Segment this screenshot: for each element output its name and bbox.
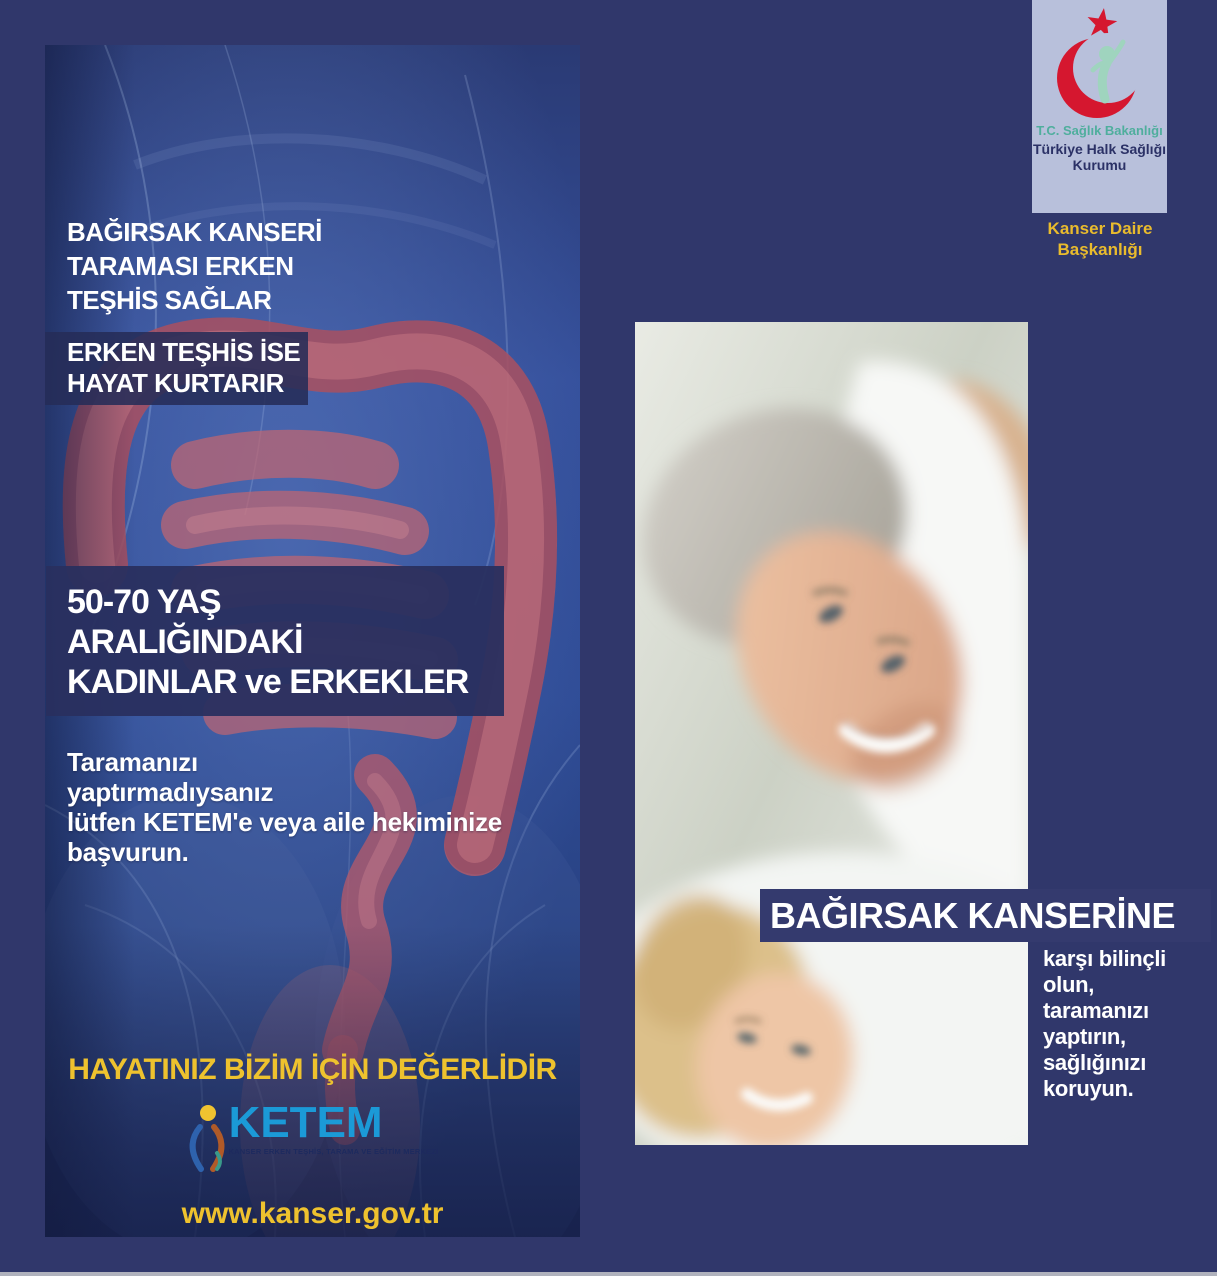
right-body-line: karşı bilinçli xyxy=(1043,946,1166,971)
ministry-logo-box xyxy=(1032,0,1167,213)
left-panel xyxy=(45,45,580,1237)
star-crescent-figure-icon xyxy=(1040,6,1160,121)
right-body-line: taramanızı xyxy=(1043,998,1149,1023)
right-body-line: yaptırın, xyxy=(1043,1024,1126,1049)
ketem-subtitle: KANSER ERKEN TEŞHİS, TARAMA VE EĞİTİM MERKEZİ xyxy=(228,1147,439,1156)
right-body-line: sağlığınızı xyxy=(1043,1050,1147,1075)
tagline: HAYATINIZ BİZİM İÇİN DEĞERLİDİR xyxy=(68,1053,557,1086)
right-body-text xyxy=(1043,946,1217,1102)
left-heading-line: TARAMASI ERKEN xyxy=(67,251,294,281)
early-diagnosis-line: HAYAT KURTARIR xyxy=(67,368,284,398)
screening-advice-line: yaptırmadıysanız xyxy=(67,777,274,807)
age-range-banner xyxy=(46,566,504,716)
cancer-department-line: Başkanlığı xyxy=(1057,240,1143,259)
ketem-figure-icon xyxy=(187,1101,227,1173)
early-diagnosis-banner xyxy=(45,332,308,405)
screening-advice-line: Taramanızı xyxy=(67,747,198,777)
left-heading-line: TEŞHİS SAĞLAR xyxy=(67,285,272,315)
public-health-line: Kurumu xyxy=(1072,157,1127,173)
age-range-line: ARALIĞINDAKİ xyxy=(67,623,303,661)
public-health-institution-name xyxy=(1032,141,1167,173)
ketem-name: KETEM xyxy=(228,1098,383,1147)
screening-advice-text xyxy=(67,747,567,867)
screening-advice-line: lütfen KETEM'e veya aile hekiminize xyxy=(67,807,502,837)
left-heading-line: BAĞIRSAK KANSERİ xyxy=(67,217,322,247)
right-heading-band xyxy=(760,889,1211,942)
public-health-line: Türkiye Halk Sağlığı xyxy=(1032,141,1167,157)
age-range-line: KADINLAR ve ERKEKLER xyxy=(67,663,469,701)
age-range-line: 50-70 YAŞ xyxy=(67,583,221,621)
cancer-department-name xyxy=(1020,218,1180,260)
right-body-line: olun, xyxy=(1043,972,1095,997)
right-body-line: koruyun. xyxy=(1043,1076,1134,1101)
website-url: www.kanser.gov.tr xyxy=(181,1197,444,1230)
screening-advice-line: başvurun. xyxy=(67,837,189,867)
cancer-department-line: Kanser Daire xyxy=(1047,219,1153,238)
couple-photo xyxy=(635,322,1028,1145)
ministry-name: T.C. Sağlık Bakanlığı xyxy=(1036,123,1163,138)
right-heading: BAĞIRSAK KANSERİNE xyxy=(770,895,1176,936)
ketem-logo xyxy=(45,1098,580,1173)
early-diagnosis-line: ERKEN TEŞHİS İSE xyxy=(67,337,301,367)
page-bottom-edge xyxy=(0,1272,1217,1276)
left-heading xyxy=(67,215,322,317)
